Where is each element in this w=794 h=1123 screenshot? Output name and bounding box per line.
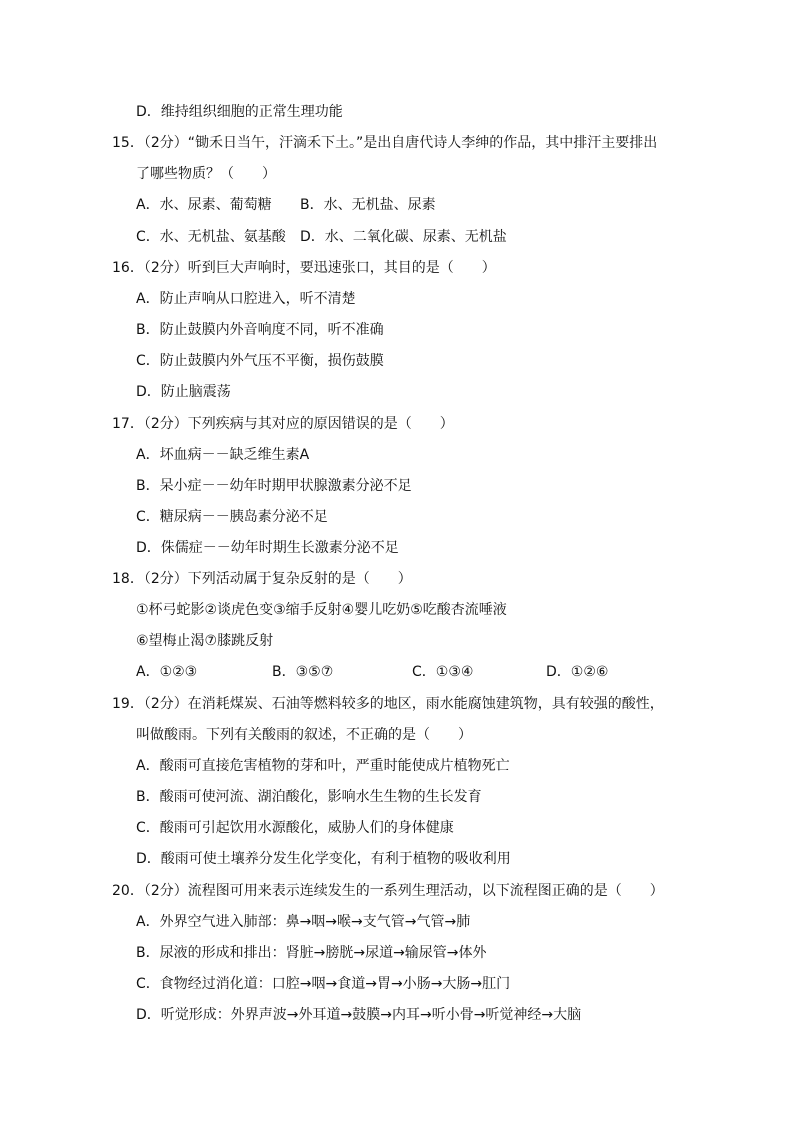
q19-option-a: A．酸雨可直接危害植物的芽和叶，严重时能使成片植物死亡 xyxy=(136,758,510,774)
q20-option-c: C．食物经过消化道：口腔→咽→食道→胃→小肠→大肠→肛门 xyxy=(136,976,511,992)
q17-option-c: C．糖尿病－－胰岛素分泌不足 xyxy=(136,509,328,525)
q16-option-a: A．防止声响从口腔进入，听不清楚 xyxy=(136,291,356,307)
q18-options-row xyxy=(136,661,794,683)
q15-options-cd xyxy=(136,226,794,248)
q18-option-b: B．③⑤⑦ xyxy=(272,664,334,680)
q15-option-a: A．水、尿素、葡萄糖 xyxy=(136,197,272,213)
q17-option-b: B．呆小症－－幼年时期甲状腺激素分泌不足 xyxy=(136,478,412,494)
q16-option-b: B．防止鼓膜内外音响度不同，听不准确 xyxy=(136,322,384,338)
q20-option-d: D．听觉形成：外界声波→外耳道→鼓膜→内耳→听小骨→听觉神经→大脑 xyxy=(136,1007,582,1023)
q19-option-b: B．酸雨可使河流、湖泊酸化，影响水生生物的生长发育 xyxy=(136,789,482,805)
q18-stem: 18．（2分）下列活动属于复杂反射的是（ ） xyxy=(112,571,412,587)
q18-option-a: A．①②③ xyxy=(136,664,198,680)
q15-options-ab xyxy=(136,194,794,216)
q15-option-c: C．水、无机盐、氨基酸 xyxy=(136,229,286,245)
q19-option-c: C．酸雨可引起饮用水源酸化，威胁人们的身体健康 xyxy=(136,820,454,836)
q18-items-line-2: ⑥望梅止渴⑦膝跳反射 xyxy=(136,633,274,649)
q18-items-line-1: ①杯弓蛇影②谈虎色变③缩手反射④婴儿吃奶⑤吃酸杏流唾液 xyxy=(136,602,507,618)
q20-option-b: B．尿液的形成和排出：肾脏→膀胱→尿道→输尿管→体外 xyxy=(136,945,487,961)
q19-stem-line-2: 叫做酸雨。下列有关酸雨的叙述，不正确的是（ ） xyxy=(136,727,472,743)
q15-option-d: D．水、二氧化碳、尿素、无机盐 xyxy=(300,229,507,245)
q15-stem-line-2: 了哪些物质？（ ） xyxy=(136,166,276,182)
q20-option-a: A．外界空气进入肺部：鼻→咽→喉→支气管→气管→肺 xyxy=(136,914,471,930)
q19-option-d: D．酸雨可使土壤养分发生化学变化，有利于植物的吸收利用 xyxy=(136,851,511,867)
q14-option-d: D．维持组织细胞的正常生理功能 xyxy=(136,104,343,120)
q16-option-d: D．防止脑震荡 xyxy=(136,384,231,400)
q15-option-b: B．水、无机盐、尿素 xyxy=(300,197,436,213)
q19-stem-line-1: 19．（2分）在消耗煤炭、石油等燃料较多的地区，雨水能腐蚀建筑物，具有较强的酸性， xyxy=(112,696,664,712)
q20-stem: 20．（2分）流程图可用来表示连续发生的一系列生理活动，以下流程图正确的是（ ） xyxy=(112,883,664,899)
q17-stem: 17．（2分）下列疾病与其对应的原因错误的是（ ） xyxy=(112,416,454,432)
q17-option-d: D．侏儒症－－幼年时期生长激素分泌不足 xyxy=(136,540,399,556)
q15-stem-line-1: 15．（2分）“锄禾日当午，汗滴禾下土。”是出自唐代诗人李绅的作品，其中排汗主要排出 xyxy=(112,135,658,151)
q16-option-c: C．防止鼓膜内外气压不平衡，损伤鼓膜 xyxy=(136,353,384,369)
q16-stem: 16．（2分）听到巨大声响时，要迅速张口，其目的是（ ） xyxy=(112,260,496,276)
q17-option-a: A．坏血病－－缺乏维生素A xyxy=(136,447,310,463)
q18-option-c: C．①③④ xyxy=(412,664,474,680)
q18-option-d: D．①②⑥ xyxy=(546,664,609,680)
